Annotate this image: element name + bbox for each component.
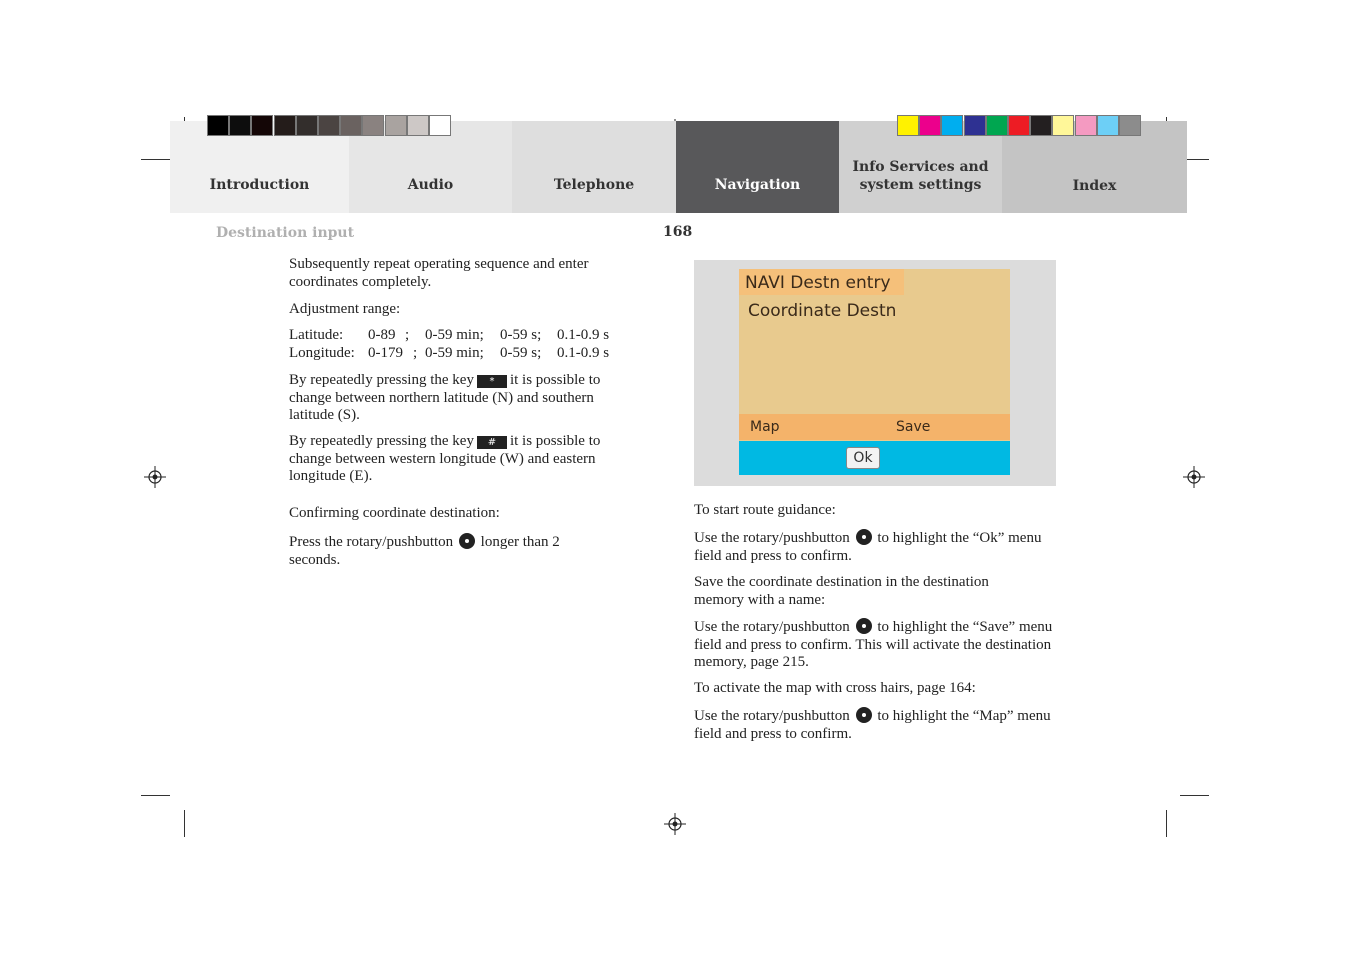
hash-key-icon: # [477, 436, 507, 449]
map-heading: To activate the map with cross hairs, page 164: [694, 680, 976, 696]
latitude-separator: ; [405, 327, 410, 343]
color-swatch [941, 115, 963, 136]
tab-label: Telephone [553, 177, 635, 193]
start-guidance-heading: To start route guidance: [694, 502, 836, 518]
confirm-heading: Confirming coordinate destination: [289, 505, 500, 521]
latitude-minutes: 0-59 min; [425, 327, 484, 343]
section-title: Destination input [216, 225, 355, 241]
rotary-pushbutton-icon [856, 529, 872, 545]
crop-mark [1180, 795, 1209, 796]
longitude-label: Longitude: [289, 345, 355, 361]
color-swatch [1030, 115, 1052, 136]
color-swatch [229, 115, 251, 136]
crop-mark [141, 159, 170, 160]
screen-ok-bar [739, 441, 1010, 475]
color-swatch [1008, 115, 1030, 136]
map-instruction: Use the rotary/pushbutton to highlight the “Map” menu field and press to confirm. [694, 708, 1051, 742]
tab-telephone[interactable] [512, 121, 676, 213]
registration-mark-icon [664, 813, 686, 835]
star-key-icon: * [477, 375, 507, 388]
screen-subtitle: Coordinate Destn [748, 301, 897, 321]
color-swatch [1075, 115, 1097, 136]
tab-label: Index [1072, 178, 1117, 194]
color-swatch [429, 115, 451, 136]
ok-instruction: Use the rotary/pushbutton to highlight the “Ok” menu field and press to confirm. [694, 530, 1042, 564]
longitude-minutes: 0-59 min; [425, 345, 484, 361]
rotary-pushbutton-icon [459, 533, 475, 549]
page-number: 168 [663, 224, 693, 240]
longitude-seconds: 0-59 s; [500, 345, 542, 361]
color-swatch [385, 115, 407, 136]
hash-key-paragraph: By repeatedly pressing the key # it is possible to change between western longitude (W) and eastern longitude (E). [289, 433, 601, 484]
latitude-label: Latitude: [289, 327, 344, 343]
star-key-paragraph: By repeatedly pressing the key * it is possible to change between northern latitude (N) and southern latitude (S). [289, 372, 601, 423]
color-swatch [318, 115, 340, 136]
longitude-degrees: 0-179 [368, 345, 403, 361]
save-instruction: Use the rotary/pushbutton to highlight the “Save” menu field and press to confirm. This will activate the destination memory, page 215. [694, 619, 1053, 670]
color-swatch [919, 115, 941, 136]
color-swatch [897, 115, 919, 136]
color-swatch [362, 115, 384, 136]
crop-mark [1166, 810, 1167, 837]
color-swatch [1097, 115, 1119, 136]
tab-label: Info Services and system settings [852, 159, 989, 193]
color-swatch [296, 115, 318, 136]
press-paragraph: Press the rotary/pushbutton longer than 2 seconds. [289, 534, 560, 568]
color-swatch [340, 115, 362, 136]
rotary-pushbutton-icon [856, 707, 872, 723]
save-heading: Save the coordinate destination in the destination memory with a name: [694, 574, 989, 608]
registration-mark-icon [1183, 466, 1205, 488]
navi-display [739, 269, 1010, 475]
color-swatch [1119, 115, 1141, 136]
longitude-separator: ; [413, 345, 418, 361]
adjustment-range-label: Adjustment range: [289, 301, 401, 317]
screen-menu-bar [739, 414, 1010, 440]
tab-navigation[interactable] [676, 121, 839, 213]
color-swatch [964, 115, 986, 136]
latitude-fraction: 0.1-0.9 s [557, 327, 610, 343]
longitude-fraction: 0.1-0.9 s [557, 345, 610, 361]
tab-label: Audio [407, 177, 454, 193]
color-swatch [207, 115, 229, 136]
rotary-pushbutton-icon [856, 618, 872, 634]
color-swatch [274, 115, 296, 136]
save-menu-field: Save [896, 419, 931, 435]
crop-mark [141, 795, 170, 796]
color-swatch [407, 115, 429, 136]
latitude-seconds: 0-59 s; [500, 327, 542, 343]
ok-menu-field: Ok [846, 447, 880, 469]
tab-label: Introduction [209, 177, 310, 193]
screen-title: NAVI Destn entry [739, 269, 904, 295]
color-swatch [1052, 115, 1074, 136]
tab-label: Navigation [714, 177, 801, 193]
color-swatch [986, 115, 1008, 136]
latitude-degrees: 0-89 [368, 327, 396, 343]
crop-mark [184, 810, 185, 837]
instruction-paragraph: Subsequently repeat operating sequence and enter coordinates completely. [289, 256, 589, 290]
map-menu-field: Map [750, 419, 780, 435]
registration-mark-icon [144, 466, 166, 488]
color-swatch [251, 115, 273, 136]
